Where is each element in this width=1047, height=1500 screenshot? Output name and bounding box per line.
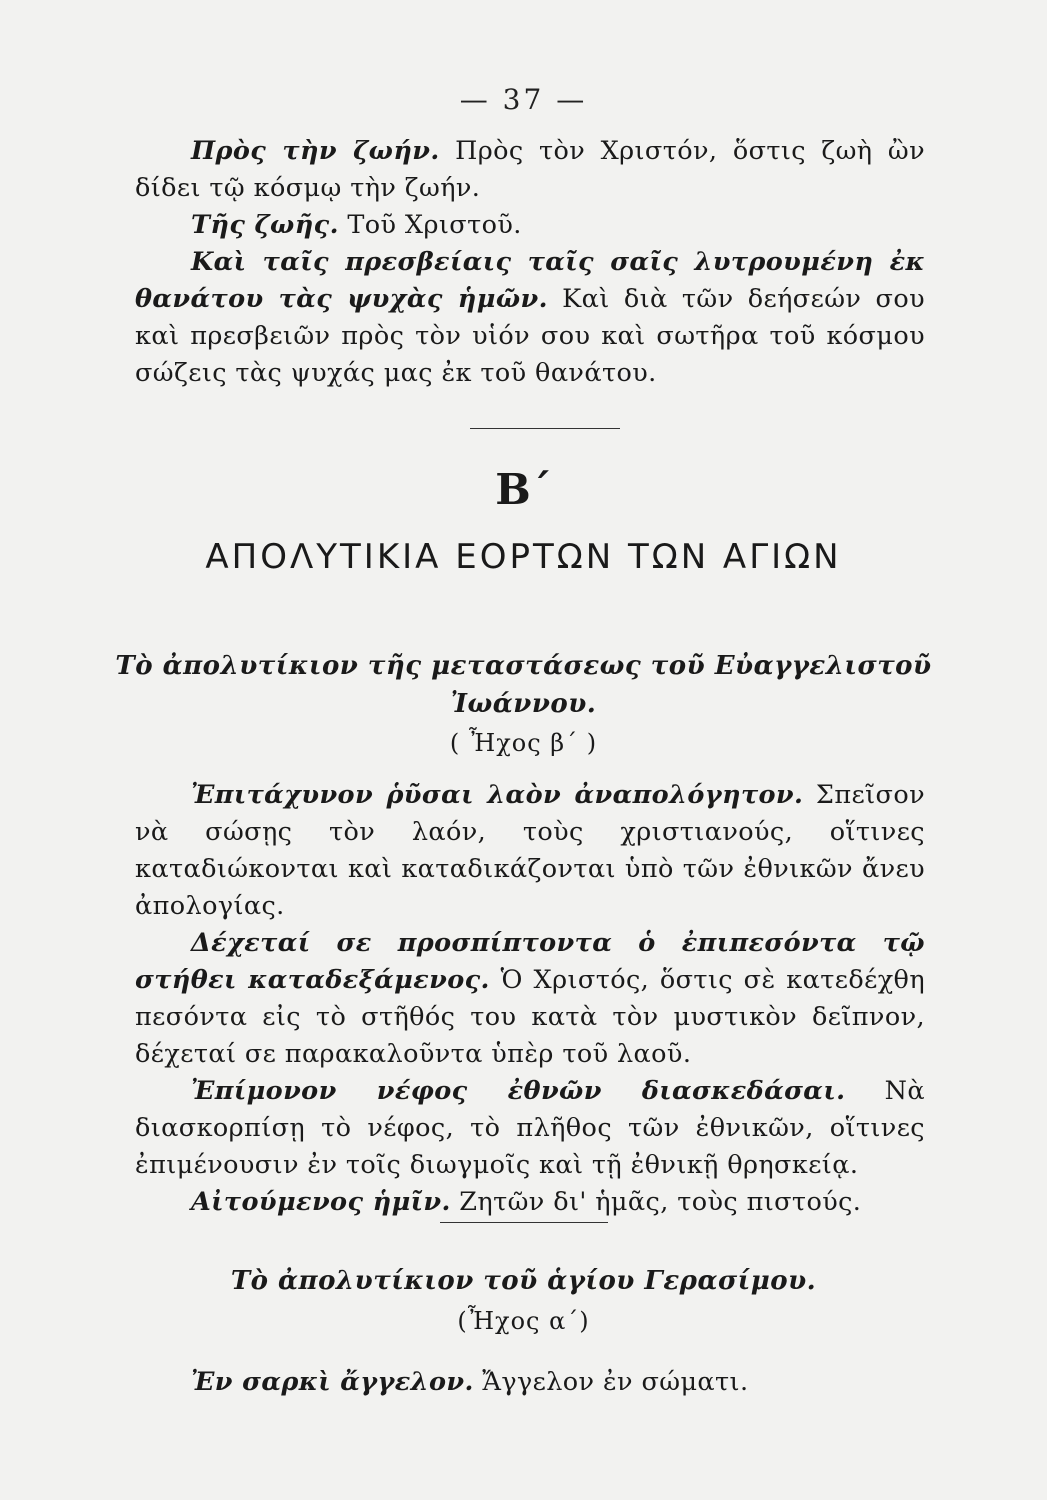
tone-label: ( Ἦχος β΄ ) <box>449 729 598 757</box>
divider-rule <box>470 428 620 429</box>
hymn-commentary-block <box>135 1364 925 1401</box>
paragraph <box>135 777 925 925</box>
paragraph <box>135 133 925 207</box>
verse-explanation: Τοῦ Χριστοῦ. <box>338 210 522 240</box>
section-letter: Β΄ <box>495 465 552 514</box>
top-commentary-block <box>135 133 925 392</box>
verse-explanation: Ζητῶν δι' ἡμᾶς, τοὺς πιστούς. <box>450 1187 862 1217</box>
paragraph <box>135 244 925 392</box>
verse-explanation: Ὁ Χριστός, ὅστις σὲ κατεδέχθη πεσόντα εἰς τὸ στῆθός του κατὰ τὸν μυστικὸν δεῖπνον, δέχεταί σε παρακαλοῦντα ὑπὲρ τοῦ λαοῦ. <box>135 965 925 1069</box>
hymn-heading: Τὸ ἀπολυτίκιον τοῦ ἁγίου Γερασίμου. <box>230 1266 817 1296</box>
verse-explanation: Ἄγγελον ἐν σώματι. <box>473 1367 749 1397</box>
paragraph <box>135 1073 925 1184</box>
hymn-commentary-block <box>135 777 925 1221</box>
verse-explanation: Νὰ διασκορπίσῃ τὸ νέφος, τὸ πλῆθος τῶν ἐθνικῶν, οἵτινες ἐπιμένουσιν ἐν τοῖς διωγμοῖς καὶ τῇ ἐθνικῇ θρησκείᾳ. <box>135 1076 926 1180</box>
verse-explanation: Καὶ διὰ τῶν δεήσεών σου καὶ πρεσβειῶν πρὸς τὸν υἱόν σου καὶ σωτῆρα τοῦ κόσμου σώζεις τὰς ψυχάς μας ἐκ τοῦ θανάτου. <box>135 284 925 388</box>
verse-lead: Πρὸς τὴν ζωήν. <box>191 136 440 166</box>
paragraph <box>135 207 925 244</box>
verse-lead: Αἰτούμενος ἡμῖν. <box>191 1187 451 1217</box>
verse-lead: Ἐν σαρκὶ ἄγγελον. <box>191 1367 474 1397</box>
paragraph <box>135 925 925 1073</box>
divider-rule <box>440 1222 608 1223</box>
verse-explanation: Πρὸς τὸν Χριστόν, ὅστις ζωὴ ὢν δίδει τῷ κόσμῳ τὴν ζωήν. <box>135 136 925 203</box>
verse-lead: Ἐπιτάχυνον ῥῦσαι λαὸν ἀναπολόγητον. <box>191 780 804 810</box>
verse-explanation: Σπεῖσον νὰ σώσῃς τὸν λαόν, τοὺς χριστιανούς, οἵτινες καταδιώκονται καὶ καταδικάζονται ὑπὸ τῶν ἐθνικῶν ἄνευ ἀπολογίας. <box>135 780 925 921</box>
tone-label: (Ἦχος α΄) <box>457 1307 590 1335</box>
hymn-heading-continued: Ἰωάννου. <box>450 689 597 719</box>
paragraph <box>135 1184 925 1221</box>
section-title: ΑΠΟΛΥΤΙΚΙΑ ΕΟΡΤΩΝ ΤΩΝ ΑΓΙΩΝ <box>205 537 842 577</box>
hymn-heading: Τὸ ἀπολυτίκιον τῆς μεταστάσεως τοῦ Εὐαγγελιστοῦ <box>115 651 932 681</box>
paragraph <box>135 1364 925 1401</box>
verse-lead: Τῆς ζωῆς. <box>191 210 339 240</box>
verse-lead: Ἐπίμονον νέφος ἐθνῶν διασκεδάσαι. <box>191 1076 846 1106</box>
verse-lead: Καὶ ταῖς πρεσβείαις ταῖς σαῖς λυτρουμένη ἐκ θανάτου τὰς ψυχὰς ἡμῶν. <box>135 247 925 314</box>
verse-lead: Δέχεταί σε προσπίπτοντα ὁ ἐπιπεσόντα τῷ στήθει καταδεξάμενος. <box>135 928 925 995</box>
page-number: — 37 — <box>459 83 588 116</box>
